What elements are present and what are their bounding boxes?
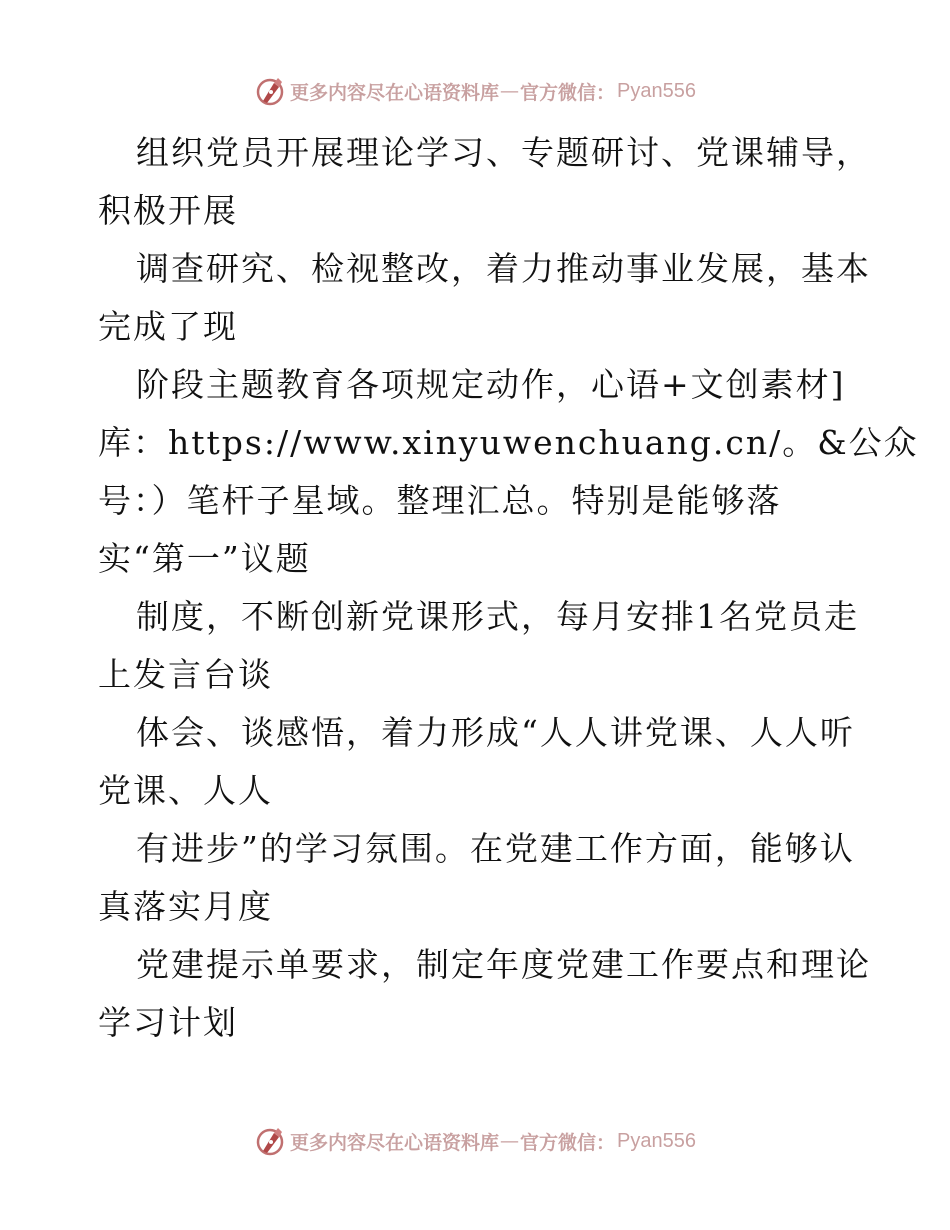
- header-watermark-banner: [0, 71, 950, 111]
- body-line: 党建提示单要求，制定年度党建工作要点和理论: [136, 945, 871, 984]
- body-line: 真落实月度: [98, 887, 273, 926]
- header-dash: —: [500, 80, 520, 102]
- header-site-text: 更多内容尽在心语资料库: [290, 81, 500, 104]
- footer-wechat-label: 官方微信：: [520, 1131, 616, 1154]
- footer-site-text: 更多内容尽在心语资料库: [290, 1131, 500, 1154]
- body-line: 实“第一”议题: [98, 539, 311, 578]
- body-line: 组织党员开展理论学习、专题研讨、党课辅导，: [136, 133, 871, 172]
- body-line: 体会、谈感悟，着力形成“人人讲党课、人人听: [136, 713, 855, 752]
- pen-nib-logo-icon: [254, 75, 286, 107]
- pen-nib-logo-icon: [254, 1125, 286, 1157]
- body-line: 学习计划: [98, 1003, 238, 1042]
- body-line: 制度，不断创新党课形式，每月安排1名党员走: [136, 597, 859, 636]
- body-line: 完成了现: [98, 307, 238, 346]
- body-line: 号：）笔杆子星域。整理汇总。特别是能够落: [98, 481, 782, 520]
- body-line: 党课、人人: [98, 771, 273, 810]
- footer-watermark-banner: [0, 1121, 950, 1161]
- body-line: 积极开展: [98, 191, 238, 230]
- body-line: 阶段主题教育各项规定动作，心语+文创素材]: [136, 365, 846, 404]
- body-line: 有进步”的学习氛围。在党建工作方面，能够认: [136, 829, 855, 868]
- body-line: 上发言台谈: [98, 655, 273, 694]
- body-line: 库：https://www.xinyuwenchuang.cn/。&公众: [98, 423, 919, 462]
- body-line: 调查研究、检视整改，着力推动事业发展，基本: [136, 249, 871, 288]
- footer-dash: —: [500, 1130, 520, 1152]
- header-wechat-label: 官方微信：: [520, 81, 616, 104]
- header-wechat-id: Pyan556: [617, 79, 696, 102]
- document-body: [98, 124, 919, 1052]
- footer-wechat-id: Pyan556: [617, 1129, 696, 1152]
